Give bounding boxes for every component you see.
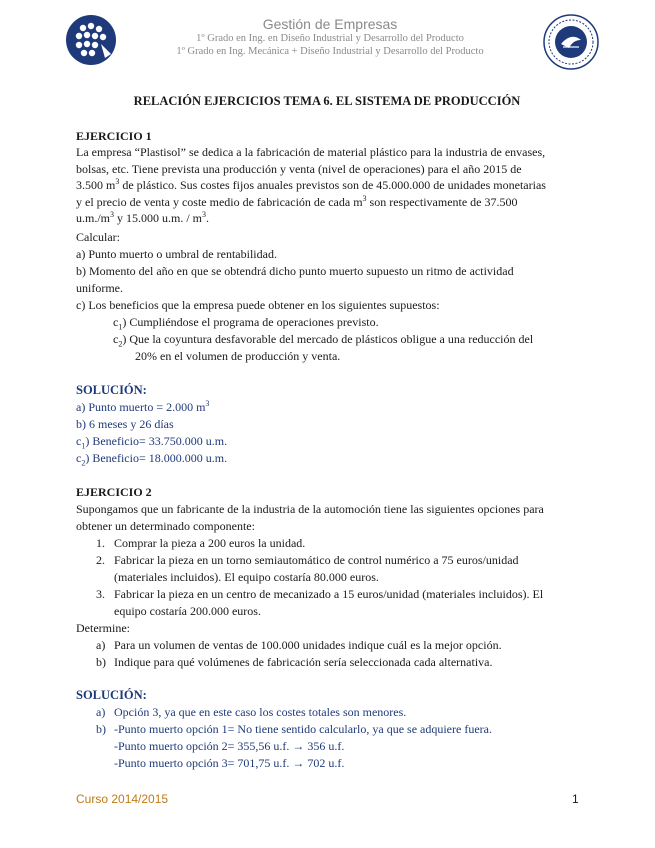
question-c: c) Los beneficios que la empresa puede obtener en los siguientes supuestos: <box>76 298 440 312</box>
header-degree-1: 1º Grado en Ing. en Diseño Industrial y Desarrollo del Producto <box>196 33 464 44</box>
solution-1-a: a) Punto muerto = 2.000 $m^3$ <box>76 399 210 414</box>
statement-line: y el precio de venta y coste medio de fabricación de cada $m^3$ son respectivamente de 37.500 <box>76 193 518 209</box>
question-b: b) Momento del año en que se obtendrá dicho punto muerto supuesto un ritmo de actividad <box>76 264 514 278</box>
solution-2-heading: SOLUCIÓN: <box>76 688 147 702</box>
document-title: RELACIÓN EJERCICIOS TEMA 6. EL SISTEMA DE PRODUCCIÓN <box>133 94 521 108</box>
statement-line: La empresa “Plastisol” se dedica a la fabricación de material plástico para la industria de envases, <box>76 145 546 159</box>
solution-1-heading: SOLUCIÓN: <box>76 383 147 397</box>
exercise-2-heading: EJERCICIO 2 <box>76 485 152 499</box>
statement-line: 3.500 $m^3$ de plástico. Sus costes fijos anuales previstos son de 45.000.000 de unidades monetarias <box>76 177 546 192</box>
university-seal-right <box>543 14 599 70</box>
solution-2-b-option-3: -Punto muerto opción 3= 701,75 u.f. → 702 u.f. <box>114 756 345 770</box>
exercise-2-statement-cont: obtener un determinado componente: <box>76 519 255 533</box>
exercise-1-statement <box>76 144 579 227</box>
footer-page-number: 1 <box>572 792 579 806</box>
question-c1: $c_1$) Cumpliéndose el programa de operaciones previsto. <box>113 315 379 332</box>
exercise-1-heading: EJERCICIO 1 <box>76 129 152 143</box>
header-degree-2: 1º Grado en Ing. Mecánica + Diseño Industrial y Desarrollo del Producto <box>176 46 484 57</box>
statement-line: bolsas, etc. Tiene prevista una producción y venta (nivel de operaciones) para el año 2015 de <box>76 161 522 176</box>
question-b-cont: uniforme. <box>76 281 123 295</box>
option-3: 3. Fabricar la pieza en un centro de mecanizado a 15 euros/unidad (materiales incluidos). El <box>96 587 544 601</box>
calculate-label: Calcular: <box>76 230 120 244</box>
solution-2-a: a) Opción 3, ya que en este caso los costes totales son menores. <box>96 705 407 719</box>
header-title: Gestión de Empresas <box>262 16 398 32</box>
option-2: 2. Fabricar la pieza en un torno semiautomático de control numérico a 75 euros/unidad <box>96 553 519 567</box>
option-3-cont: equipo costaría 200.000 euros. <box>114 604 261 618</box>
university-logo-left <box>65 14 117 66</box>
solution-2-b-option-2: -Punto muerto opción 2= 355,56 u.f. → 356 u.f. <box>114 739 345 753</box>
question-c2-cont: 20% en el volumen de producción y venta. <box>135 349 341 363</box>
solution-1-c1: $c_1$) Beneficio= 33.750.000 u.m. <box>76 434 228 451</box>
question-c2: $c_2$) Que la coyuntura desfavorable del mercado de plásticos obligue a una reducción del <box>113 332 534 349</box>
option-1: 1. Comprar la pieza a 200 euros la unidad. <box>96 536 306 550</box>
exercise-2-question-b: b) Indique para qué volúmenes de fabricación sería seleccionada cada alternativa. <box>96 655 493 669</box>
question-a: a) Punto muerto o umbral de rentabilidad. <box>76 247 277 261</box>
solution-1-c2: $c_2$) Beneficio= 18.000.000 u.m. <box>76 451 228 468</box>
option-2-cont: (materiales incluidos). El equipo costaría 80.000 euros. <box>114 570 379 584</box>
determine-label: Determine: <box>76 621 130 635</box>
statement-line: $u.m./m^3$ y 15.000 u.m. / $m^3$. <box>76 210 210 225</box>
solution-2-b: b) -Punto muerto opción 1= No tiene sentido calcularlo, ya que se adquiere fuera. <box>96 722 492 736</box>
solution-1-b: b) 6 meses y 26 días <box>76 417 174 431</box>
footer-course: Curso 2014/2015 <box>76 792 169 806</box>
exercise-2-question-a: a) Para un volumen de ventas de 100.000 unidades indique cuál es la mejor opción. <box>96 638 502 652</box>
exercise-2-statement: Supongamos que un fabricante de la industria de la automoción tiene las siguientes opciones para <box>76 502 544 516</box>
